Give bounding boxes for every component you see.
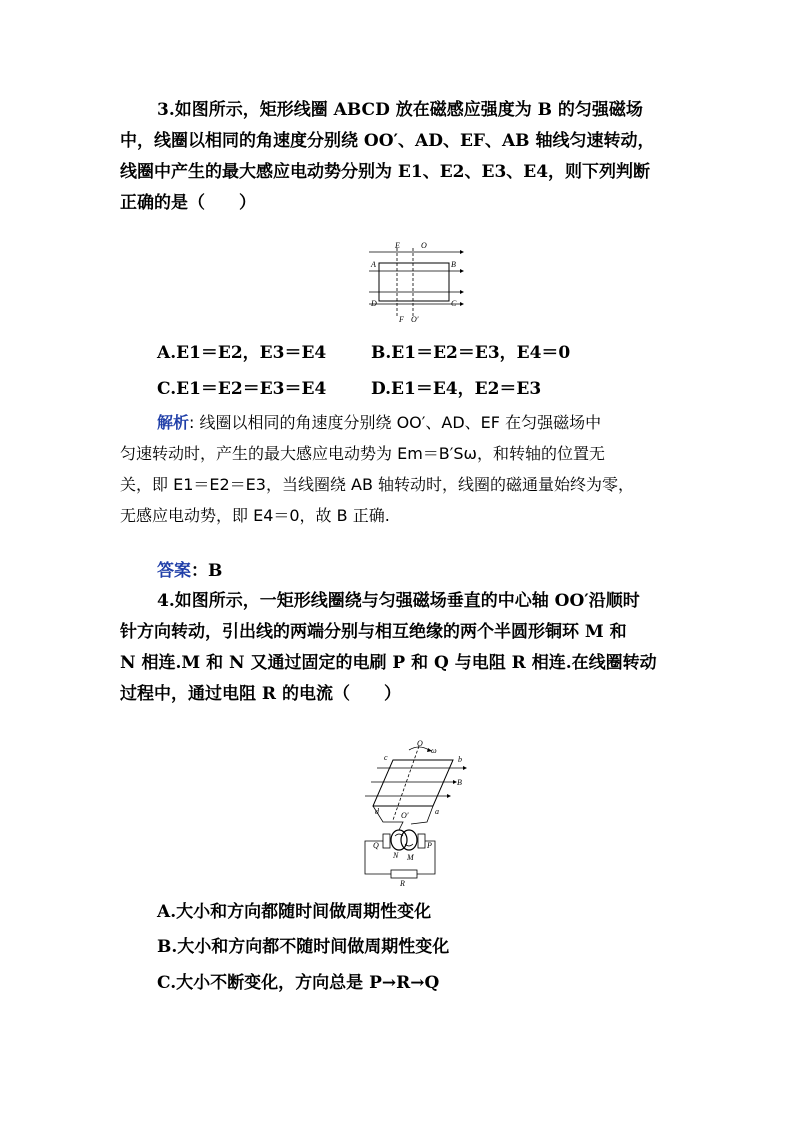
q4-option-b[interactable]: B.大小和方向都不随时间做周期性变化 [157,937,450,957]
label-B: B [451,260,456,269]
label-O-prime-axis: O′ [401,811,409,820]
q3-option-b[interactable]: B.E1＝E2＝E3，E4＝0 [371,343,571,363]
question-3-line-1: 3.如图所示，矩形线圈 ABCD 放在磁感应强度为 B 的匀强磁场 [157,100,643,120]
q3-answer [157,556,222,581]
q3-option-d[interactable]: D.E1＝E4，E2＝E3 [371,379,542,399]
label-N: N [393,851,399,860]
question-3-line-3: 线圈中产生的最大感应电动势分别为 E1、E2、E3、E4，则下列判断 [120,162,651,182]
question-4-line-4: 过程中，通过电阻 R 的电流（ ） [120,684,401,704]
label-O: O [421,241,427,250]
label-Q: Q [373,841,379,850]
label-P: P [427,841,432,850]
q4-option-c[interactable]: C.大小不断变化，方向总是 P→R→Q [157,973,440,993]
analysis-text-1: : 线圈以相同的角速度分别绕 OO′、AD、EF 在匀强磁场中 [189,413,602,432]
label-R: R [400,879,405,888]
label-D: D [371,299,377,308]
label-M: M [407,853,414,862]
question-3-stem [120,95,680,219]
label-C: C [451,299,457,308]
answer-value: ：B [191,561,223,581]
analysis-line-2: 匀速转动时，产生的最大感应电动势为 Em＝B′Sω，和转轴的位置无 [120,444,605,463]
question-4-line-2: 针方向转动，引出线的两端分别与相互绝缘的两个半圆形铜环 M 和 [120,622,627,642]
analysis-line-4: 无感应电动势，即 E4＝0，故 B 正确. [120,506,390,525]
generator-coil-figure [355,740,475,888]
label-F: F [399,315,404,324]
analysis-label: 解析 [157,413,190,432]
label-B-field: B [457,778,462,787]
analysis-line-3: 关，即 E1＝E2＝E3，当线圈绕 AB 轴转动时，线圈的磁通量始终为零， [120,475,635,494]
coil-rectangle-figure [365,238,465,330]
label-O-prime: O′ [411,315,419,324]
question-3-line-4: 正确的是（ ） [120,193,256,213]
label-c: c [384,753,388,762]
analysis-line-1 [120,407,680,438]
q3-option-c[interactable]: C.E1＝E2＝E3＝E4 [157,379,327,399]
label-d: d [375,807,379,816]
q3-analysis [120,407,680,531]
q3-option-a[interactable]: A.E1＝E2，E3＝E4 [157,343,327,363]
label-E: E [395,241,400,250]
q4-option-a[interactable]: A.大小和方向都随时间做周期性变化 [157,902,432,922]
question-4-line-1: 4.如图所示，一矩形线圈绕与匀强磁场垂直的中心轴 OO′沿顺时 [157,591,640,611]
question-3-line-2: 中，线圈以相同的角速度分别绕 OO′、AD、EF、AB 轴线匀速转动， [120,131,655,151]
label-A: A [371,260,376,269]
label-a: a [435,807,439,816]
label-O-axis: O [417,740,423,748]
answer-label: 答案 [157,561,191,581]
question-4-line-3: N 相连.M 和 N 又通过固定的电刷 P 和 Q 与电阻 R 相连.在线圈转动 [120,653,657,673]
label-b: b [458,755,462,764]
label-omega: ω [431,746,437,755]
question-4-stem [120,586,680,710]
